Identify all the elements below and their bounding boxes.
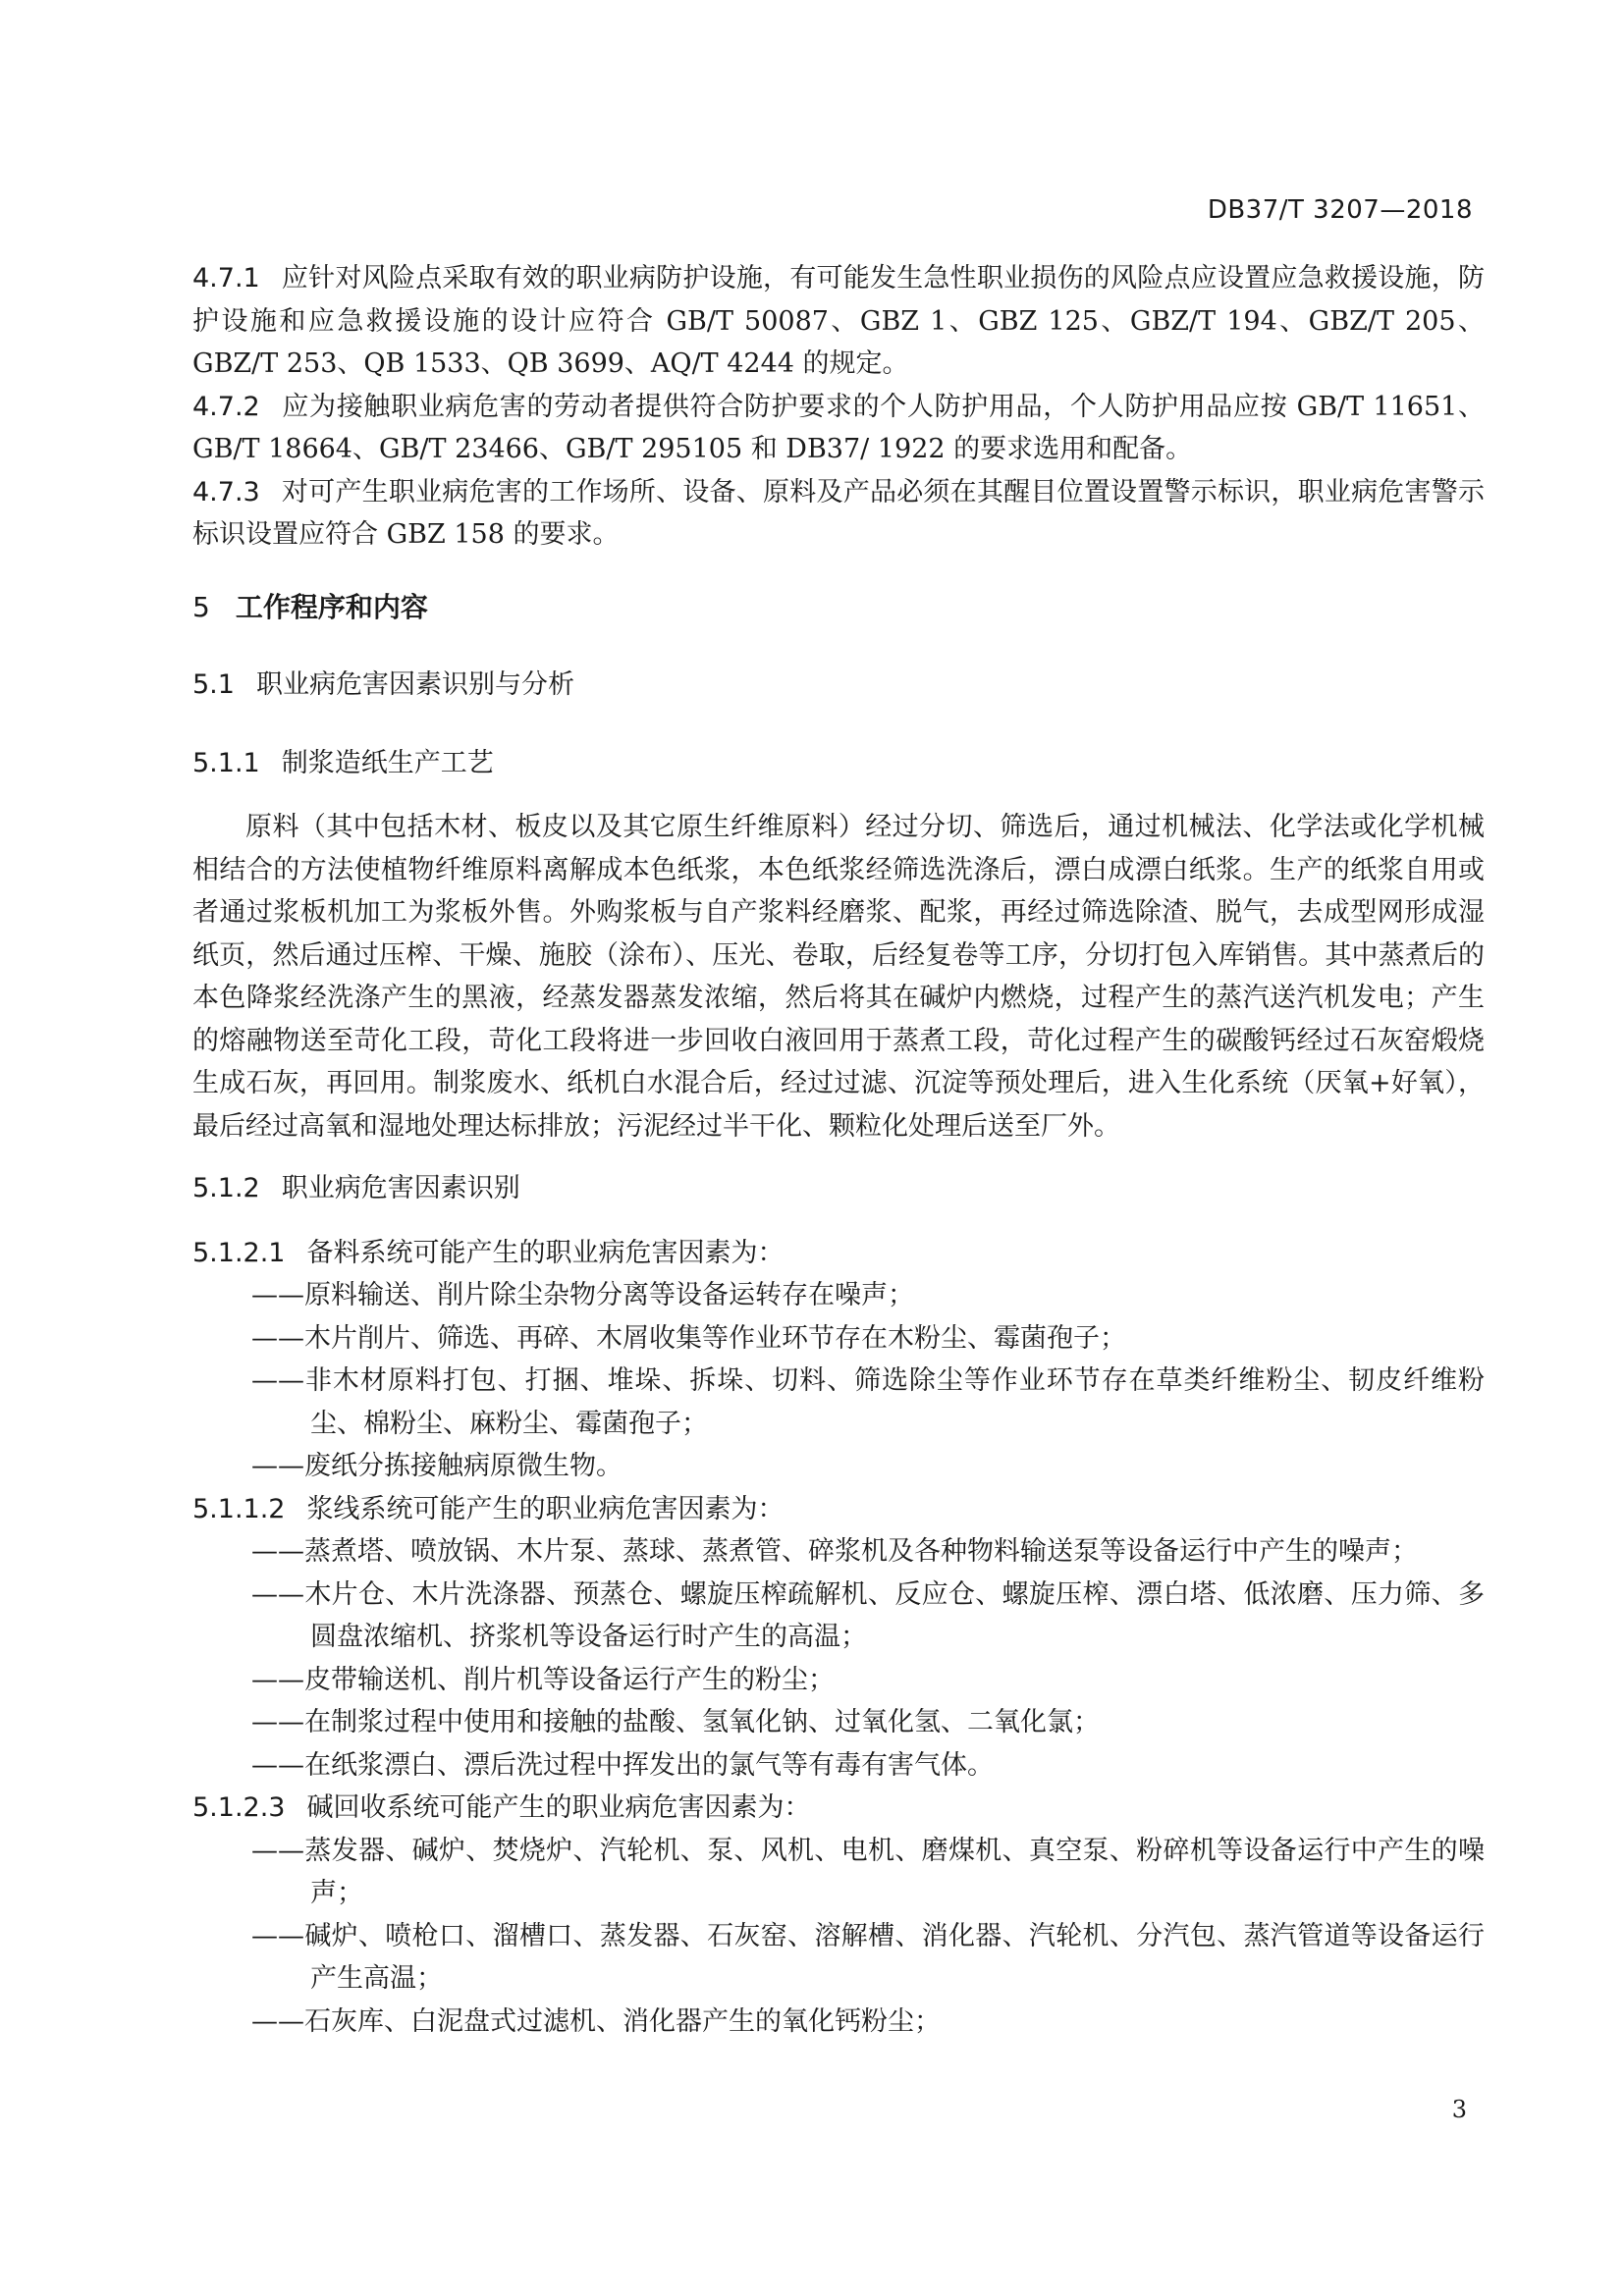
list-item: ——皮带输送机、削片机等设备运行产生的粉尘； bbox=[251, 1664, 835, 1695]
section-5-1-heading bbox=[192, 664, 1485, 707]
clause-5-1-2-1 bbox=[192, 1232, 1485, 1275]
section-5-1-2-heading bbox=[192, 1167, 1485, 1210]
section-number: 5.1.1 bbox=[192, 747, 260, 778]
section-title: 制浆造纸生产工艺 bbox=[281, 747, 494, 778]
section-number: 5.1 bbox=[192, 669, 235, 700]
process-description-paragraph: 原料（其中包括木材、板皮以及其它原生纤维原料）经过分切、筛选后，通过机械法、化学法或化学机械相结合的方法使植物纤维原料离解成本色纸浆，本色纸浆经筛选洗涤后，漂白成漂白纸浆。生产的纸浆自用或者通过浆板机加工为浆板外售。外购浆板与自产浆料经磨浆、配浆，再经过筛选除渣、脱气，去成型网形成湿纸页，然后通过压榨、干燥、施胶（涂布）、压光、卷取，后经复卷等工序，分切打包入库销售。其中蒸煮后的本色降浆经洗涤产生的黑液，经蒸发器蒸发浓缩，然后将其在碱炉内燃烧，过程产生的蒸汽送汽机发电；产生的熔融物送至苛化工段，苛化工段将进一步回收白液回用于蒸煮工段，苛化过程产生的碳酸钙经过石灰窑煅烧生成石灰，再回用。制浆废水、纸机白水混合后，经过过滤、沉淀等预处理后，进入生化系统（厌氧+好氧），最后经过高氧和湿地处理达标排放；污泥经过半干化、颗粒化处理后送至厂外。 bbox=[192, 812, 1485, 1142]
list-item: ——木片削片、筛选、再碎、木屑收集等作业环节存在木粉尘、霉菌孢子； bbox=[251, 1322, 1126, 1354]
list-item: ——在纸浆漂白、漂后洗过程中挥发出的氯气等有毒有害气体。 bbox=[251, 1749, 994, 1781]
section-title: 工作程序和内容 bbox=[235, 590, 428, 623]
section-number: 5 bbox=[192, 590, 210, 623]
section-title: 职业病危害因素识别与分析 bbox=[255, 669, 574, 700]
page-number: 3 bbox=[1451, 2096, 1467, 2123]
section-number: 5.1.2 bbox=[192, 1173, 260, 1203]
clause-text: 对可产生职业病危害的工作场所、设备、原料及产品必须在其醒目位置设置警示标识，职业病危害警示标识设置应符合 GBZ 158 的要求。 bbox=[192, 476, 1485, 550]
list-item: ——碱炉、喷枪口、溜槽口、蒸发器、石灰窑、溶解槽、消化器、汽轮机、分汽包、蒸汽管道等设备运行产生高温； bbox=[251, 1920, 1485, 1994]
standard-code-header: DB37/T 3207—2018 bbox=[1207, 195, 1473, 225]
clause-number: 4.7.3 bbox=[192, 476, 260, 507]
clause-number: 5.1.2.3 bbox=[192, 1792, 286, 1823]
clause-text: 应为接触职业病危害的劳动者提供符合防护要求的个人防护用品，个人防护用品应按 GB/T 11651、GB/T 18664、GB/T 23466、GB/T 295105 和 DB37/ 1922 的要求选用和配备。 bbox=[192, 391, 1485, 464]
section-5-heading bbox=[192, 586, 1485, 629]
section-5-1-1-heading bbox=[192, 742, 1485, 785]
list-item: ——废纸分拣接触病原微生物。 bbox=[251, 1451, 623, 1481]
clause-number: 4.7.1 bbox=[192, 263, 260, 294]
list-item: ——非木材原料打包、打捆、堆垛、拆垛、切料、筛选除尘等作业环节存在草类纤维粉尘、韧皮纤维粉尘、棉粉尘、麻粉尘、霉菌孢子； bbox=[251, 1365, 1485, 1439]
document-body bbox=[192, 257, 1485, 2043]
clause-5-1-2-3 bbox=[192, 1787, 1485, 1830]
list-item: ——蒸煮塔、喷放锅、木片泵、蒸球、蒸煮管、碎浆机及各种物料输送泵等设备运行中产生的噪声； bbox=[251, 1536, 1418, 1567]
list-item: ——在制浆过程中使用和接触的盐酸、氢氧化钠、过氧化氢、二氧化氯； bbox=[251, 1707, 1100, 1737]
section-title: 职业病危害因素识别 bbox=[281, 1173, 520, 1203]
clause-text: 浆线系统可能产生的职业病危害因素为： bbox=[306, 1493, 785, 1524]
clause-5-1-1-2 bbox=[192, 1488, 1485, 1531]
clause-4-7-2 bbox=[192, 386, 1485, 471]
list-item: ——木片仓、木片洗涤器、预蒸仓、螺旋压榨疏解机、反应仓、螺旋压榨、漂白塔、低浓磨、压力筛、多圆盘浓缩机、挤浆机等设备运行时产生的高温； bbox=[251, 1578, 1485, 1652]
clause-text: 备料系统可能产生的职业病危害因素为： bbox=[306, 1237, 785, 1268]
list-item: ——蒸发器、碱炉、焚烧炉、汽轮机、泵、风机、电机、磨煤机、真空泵、粉碎机等设备运行中产生的噪声； bbox=[251, 1835, 1485, 1908]
clause-4-7-1 bbox=[192, 257, 1485, 386]
clause-text: 碱回收系统可能产生的职业病危害因素为： bbox=[306, 1792, 811, 1823]
list-item: ——原料输送、削片除尘杂物分离等设备运转存在噪声； bbox=[251, 1280, 914, 1310]
list-item: ——石灰库、白泥盘式过滤机、消化器产生的氧化钙粉尘； bbox=[251, 2005, 941, 2037]
clause-number: 4.7.2 bbox=[192, 391, 260, 422]
clause-text: 应针对风险点采取有效的职业病防护设施，有可能发生急性职业损伤的风险点应设置应急救援设施，防护设施和应急救援设施的设计应符合 GB/T 50087、GBZ 1、GBZ 125、GBZ/T 194、GBZ/T 205、GBZ/T 253、QB 1533、QB 3699、AQ/T 4244 的规定。 bbox=[192, 263, 1485, 379]
clause-number: 5.1.1.2 bbox=[192, 1493, 286, 1524]
clause-number: 5.1.2.1 bbox=[192, 1237, 286, 1268]
clause-4-7-3 bbox=[192, 471, 1485, 557]
